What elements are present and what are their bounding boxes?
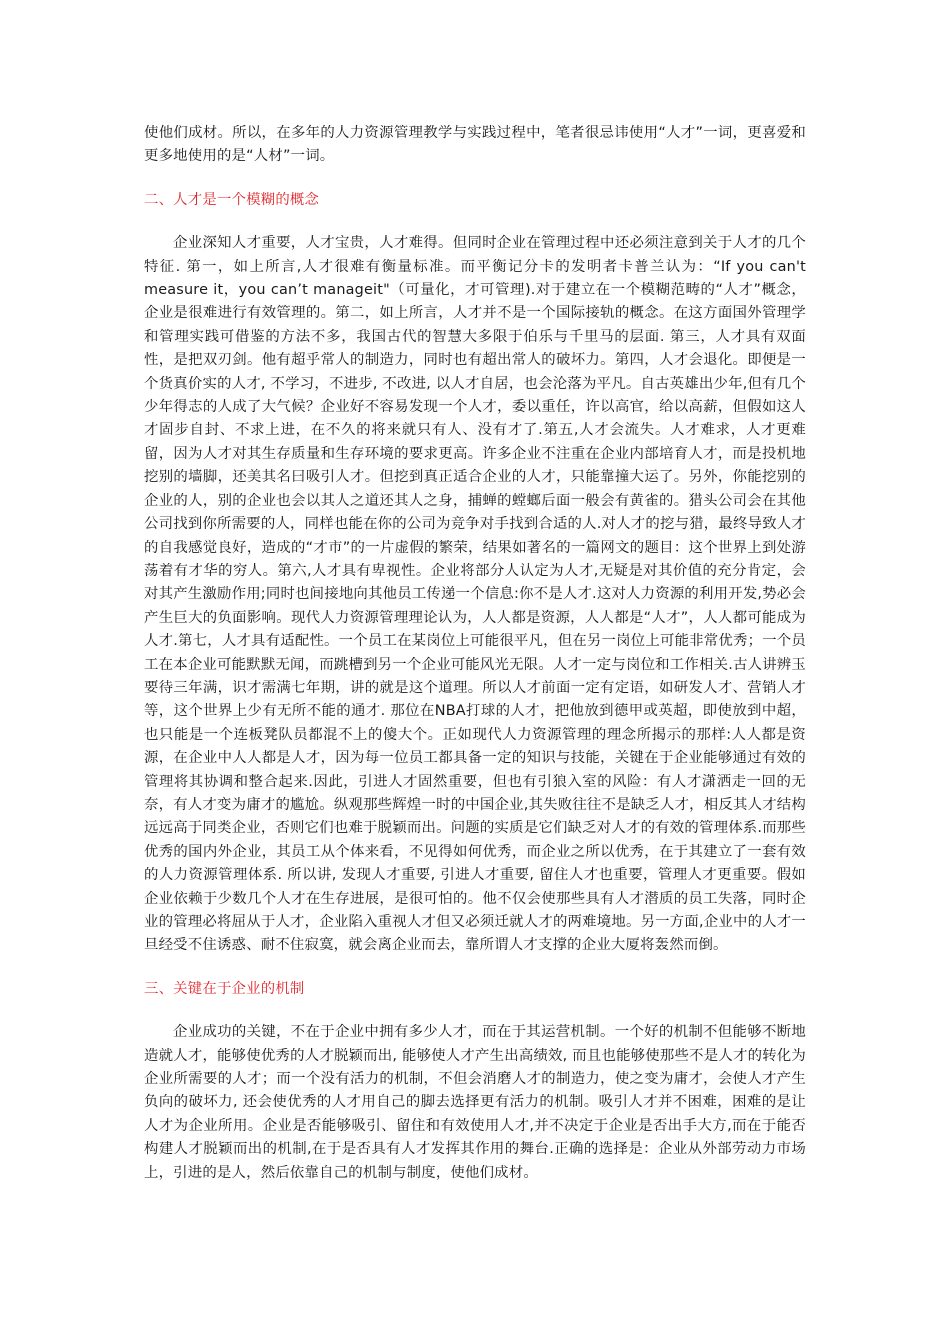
intro-paragraph: 使他们成材。所以，在多年的人力资源管理教学与实践过程中，笔者很忌讳使用“人才”一词，更喜爱和更多地使用的是“人材”一词。 <box>144 125 806 165</box>
section-3-paragraph: 企业成功的关键，不在于企业中拥有多少人才，而在于其运营机制。一个好的机制不但能够不断地造就人才，能够使优秀的人才脱颖而出, 能够使人才产生出高绩效, 而且也能够使那些不是人才的转化为企业所需要的人才；而一个没有活力的机制，不但会消磨人才的制造力，使之变为庸才，会使人才产生负向的破坏力, 还会使优秀的人才用自己的脚去选择更有活力的机制。吸引人才并不困难，困难的是让人才为企业所用。企业是否能够吸引、留住和有效使用人才,并不决定于企业是否出手大方,而在于能否构建人才脱颖而出的机制,在于是否具有人才发挥其作用的舞台.正确的选择是：企业从外部劳动力市场上，引进的是人，然后依靠自己的机制与制度，使他们成材。 <box>144 1024 806 1181</box>
document-page <box>144 122 806 1185</box>
section-2-heading: 二、人才是一个模糊的概念 <box>144 191 320 208</box>
section-3-heading: 三、关键在于企业的机制 <box>144 980 305 997</box>
section-2-paragraph: 企业深知人才重要，人才宝贵，人才难得。但同时企业在管理过程中还必须注意到关于人才的几个特征. 第一，如上所言,人才很难有衡量标准。而平衡记分卡的发明者卡普兰认为：“If you can't measure it，you can’t manageit"（可量化，才可管理).对于建立在一个模糊范畴的“人才”概念，企业是很难进行有效管理的。第二，如上所言，人才并不是一个国际接轨的概念。在这方面国外管理学和管理实践可借鉴的方法不多，我国古代的智慧大多限于伯乐与千里马的层面. 第三，人才具有双面性，是把双刃剑。他有超乎常人的制造力，同时也有超出常人的破坏力。第四，人才会退化。即便是一个货真价实的人才, 不学习，不进步, 不改进, 以人才自居，也会沦落为平凡。自古英雄出少年,但有几个少年得志的人成了大气候？企业好不容易发现一个人才，委以重任，许以高官，给以高薪，但假如这人才固步自封、不求上进，在不久的将来就只有人、没有才了.第五,人才会流失。人才难求，人才更难留，因为人才对其生存质量和生存环境的要求更高。许多企业不注重在企业内部培育人才，而是投机地挖别的墙脚，还美其名曰吸引人才。但挖到真正适合企业的人才，只能靠撞大运了。另外，你能挖别的企业的人，别的企业也会以其人之道还其人之身，捕蝉的螳螂后面一般会有黄雀的。猎头公司会在其他公司找到你所需要的人，同样也能在你的公司为竞争对手找到合适的人.对人才的挖与猎，最终导致人才的自我感觉良好，造成的“才市”的一片虚假的繁荣，结果如著名的一篇网文的题目：这个世界上到处游荡着有才华的穷人。第六,人才具有卑视性。企业将部分人认定为人才,无疑是对其价值的充分肯定，会对其产生激励作用;同时也间接地向其他员工传递一个信息:你不是人才.这对人力资源的利用开发,势必会产生巨大的负面影响。现代人力资源管理理论认为，人人都是资源，人人都是“人才”，人人都可能成为人才.第七，人才具有适配性。一个员工在某岗位上可能很平凡，但在另一岗位上可能非常优秀；一个员工在本企业可能默默无闻，而跳槽到另一个企业可能风光无限。人才一定与岗位和工作相关.古人讲辨玉要待三年满，识才需满七年期，讲的就是这个道理。所以人才前面一定有定语，如研发人才、营销人才等，这个世界上少有无所不能的通才. 那位在NBA打球的人才，把他放到德甲或英超，即使放到中超，也只能是一个连板凳队员都混不上的傻大个。正如现代人力资源管理的理念所揭示的那样:人人都是资源，在企业中人人都是人才，因为每一位员工都具备一定的知识与技能，关键在于企业能够通过有效的管理将其协调和整合起来.因此，引进人才固然重要，但也有引狼入室的风险：有人才潇洒走一回的无奈，有人才变为庸才的尴尬。纵观那些辉煌一时的中国企业,其失败往往不是缺乏人才，相反其人才结构远远高于同类企业，否则它们也难于脱颖而出。问题的实质是它们缺乏对人才的有效的管理体系.而那些优秀的国内外企业，其员工从个体来看，不见得如何优秀，而企业之所以优秀，在于其建立了一套有效的人力资源管理体系. 所以讲, 发现人才重要, 引进人才重要, 留住人才也重要，管理人才更重要。假如企业依赖于少数几个人才在生存进展，是很可怕的。他不仅会使那些具有人才潜质的员工失落，同时企业的管理必将屈从于人才，企业陷入重视人才但又必须迁就人才的两难境地。另一方面,企业中的人才一旦经受不住诱惑、耐不住寂寞，就会离企业而去，靠所谓人才支撑的企业大厦将轰然而倒。 <box>144 235 806 954</box>
